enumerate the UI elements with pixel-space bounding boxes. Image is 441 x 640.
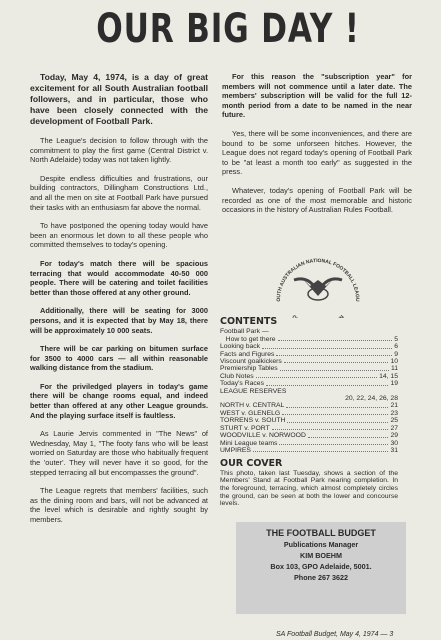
budget-phone: Phone 267 3622 xyxy=(294,573,348,582)
svg-text:SOUTH AUSTRALIAN NATIONAL FOOT xyxy=(258,256,360,302)
left_column-paragraph: There will be car parking on bitumen surface for 3500 to 4000 cars — all within reasonable walking distance from the stadium. xyxy=(30,344,208,373)
contents-item-label: WOODVILLE v. NORWOOD xyxy=(220,432,306,440)
left_column-paragraph: For the priviledged players in today's game there will be change rooms equal, and indeed better than offered at any other League grounds. And the playing surface itself is faultless. xyxy=(30,381,208,420)
contents-item xyxy=(220,358,398,365)
contents-item-page: 23 xyxy=(390,409,398,417)
right_column-paragraph: Yes, there will be some inconveniences, and there are bound to be some unforseen hitches. However, the League does not regard today's opening of Football Park to be "at least a month too early" as suggested in the press. xyxy=(222,128,412,177)
left_column-paragraph: The League's decision to follow through with the commitment to play the first game (Central District v. North Adelaide) today was not taken lightly. xyxy=(30,136,208,165)
left_column-paragraph: The League regrets that members' facilities, such as the dining room and bars, will not be advanced at the level which is desirable and rightly sought by members. xyxy=(30,486,208,524)
contents-item-page: 11 xyxy=(390,365,398,373)
contents-leader-dots xyxy=(266,380,388,385)
contents-item-label: Facts and Figures xyxy=(220,350,275,358)
contents-item-label: TORRENS v. SOUTH xyxy=(220,417,286,425)
contents-item-page: 20, 22, 24, 26, 28 xyxy=(345,395,398,403)
contents-item-label: Football Park — xyxy=(220,328,269,336)
contents-item-label: WEST v. GLENELG xyxy=(220,409,281,417)
football-budget-box xyxy=(236,522,406,614)
contents-item-label: NORTH v. CENTRAL xyxy=(220,402,285,410)
emblem-ring-text: OUTH AUSTRALIAN NATIONAL FOOTBALL LEAGU xyxy=(275,257,361,302)
budget-role: Publications Manager xyxy=(283,540,359,549)
contents-leader-dots xyxy=(256,373,377,378)
contents-item xyxy=(220,440,398,447)
page-footer: SA Football Budget, May 4, 1974 — 3 xyxy=(276,631,394,638)
contents-item-page: 25 xyxy=(390,417,398,425)
contents-leader-dots xyxy=(276,351,392,356)
contents-item-page: 5 xyxy=(394,335,398,343)
contents-leader-dots xyxy=(286,402,388,407)
contents-panel xyxy=(220,318,398,508)
contents-leader-dots xyxy=(253,447,388,452)
contents-item-label: Premiership Tables xyxy=(220,365,278,373)
left_column-paragraph: Additionally, there will be seating for 3000 persons, and it is expected that by May 18, there will be approximately 10 000 seats. xyxy=(30,306,208,335)
contents-leader-dots xyxy=(272,425,389,430)
contents-leader-dots xyxy=(278,336,393,341)
contents-item xyxy=(220,395,398,402)
right_column-paragraph: For this reason the "subscription year" for members will not commence until a later date. The members' subscription will be valid for the full 12-month period from a date to be named in the near future. xyxy=(222,72,412,120)
contents-item xyxy=(220,365,398,372)
contents-item-page: 21 xyxy=(390,402,398,410)
contents-leader-dots xyxy=(284,358,389,363)
contents-title: CONTENTS xyxy=(220,316,278,327)
contents-item xyxy=(220,447,398,454)
contents-item-label: Looking back xyxy=(220,343,261,351)
contents-item-label: Today's Races xyxy=(220,380,264,388)
budget-address: Box 103, GPO Adelaide, 5001. xyxy=(270,562,372,571)
contents-item xyxy=(220,343,398,350)
contents-item-page: 10 xyxy=(390,358,398,366)
contents-item-page: 30 xyxy=(390,439,398,447)
left_column-paragraph: For today's match there will be spacious terracing that would accommodate 40-50 000 people. There will be catering and toilet facilities better than those offered at any other ground. xyxy=(30,258,208,297)
contents-item-label: UMPIRES xyxy=(220,446,251,454)
contents-item-page: 27 xyxy=(390,424,398,432)
contents-leader-dots xyxy=(282,410,388,415)
contents-item xyxy=(220,328,398,335)
contents-leader-dots xyxy=(280,365,389,370)
contents-leader-dots xyxy=(287,417,388,422)
contents-item xyxy=(220,410,398,417)
contents-item xyxy=(220,417,398,424)
budget-name: KIM BOEHM xyxy=(300,551,342,560)
contents-item xyxy=(220,402,398,409)
contents-item xyxy=(220,432,398,439)
contents-item-label: LEAGUE RESERVES xyxy=(220,387,287,395)
page-headline: OUR BIG DAY ! xyxy=(96,6,360,52)
contents-item xyxy=(220,388,398,395)
left_column-paragraph: As Laurie Jervis commented in "The News" of Wednesday, May 1, "The footy fans who will be least worried on Saturday are those who habitually frequent the 'outer'. They will never have it so good, for the stepped terracing all but encompasses the ground". xyxy=(30,429,208,477)
contents-item-label: Viscount goalkickers xyxy=(220,358,282,366)
contents-item xyxy=(220,373,398,380)
emblem-label: O N xyxy=(290,314,346,318)
contents-item-page: 9 xyxy=(394,350,398,358)
contents-item xyxy=(220,336,398,343)
contents-leader-dots xyxy=(279,440,388,445)
contents-item xyxy=(220,425,398,432)
right-column xyxy=(222,72,412,224)
left-column xyxy=(30,72,208,534)
contents-leader-dots xyxy=(262,343,392,348)
contents-item-label: Mini League teams xyxy=(220,439,278,447)
contents-item-page: 29 xyxy=(390,432,398,440)
contents-item-label: How to get there xyxy=(220,335,276,343)
right_column-paragraph: Whatever, today's opening of Football Park will be recorded as one of the most memorable and historic occasions in the history of Australian Rules Football. xyxy=(222,185,412,215)
left_column-paragraph: Today, May 4, 1974, is a day of great excitement for all South Australian football followers, and in particular, those who have been closely connected with the development of Football Park. xyxy=(30,72,208,126)
contents-item-label: STURT v. PORT xyxy=(220,424,270,432)
cover-title: OUR COVER xyxy=(220,458,283,470)
contents-leader-dots xyxy=(308,432,389,437)
contents-item xyxy=(220,351,398,358)
left_column-paragraph: To have postponed the opening today would have been an enormous let down to all these people who committed themselves to today's opening. xyxy=(30,221,208,250)
left_column-paragraph: Despite endless difficulties and frustrations, our building contractors, Dillingham Constructions Ltd., and all the men on site at Football Park have pursued their tasks with an enthusiasm far above the normal. xyxy=(30,173,208,212)
budget-title: THE FOOTBALL BUDGET xyxy=(266,528,376,538)
contents-item-page: 6 xyxy=(394,343,398,351)
league-emblem-icon xyxy=(258,256,378,318)
cover-text: This photo, taken last Tuesday, shows a section of the Members' Stand at Football Park nearing completion. In the foreground, terracing, which almost completely circles the ground, can be seen at both the lower and concourse levels. xyxy=(220,469,398,508)
contents-item xyxy=(220,380,398,387)
contents-item-page: 14, 15 xyxy=(379,372,398,380)
contents-list xyxy=(220,328,398,454)
contents-item-label: Club Notes xyxy=(220,372,254,380)
contents-item-page: 31 xyxy=(390,446,398,454)
contents-item-page: 19 xyxy=(390,380,398,388)
